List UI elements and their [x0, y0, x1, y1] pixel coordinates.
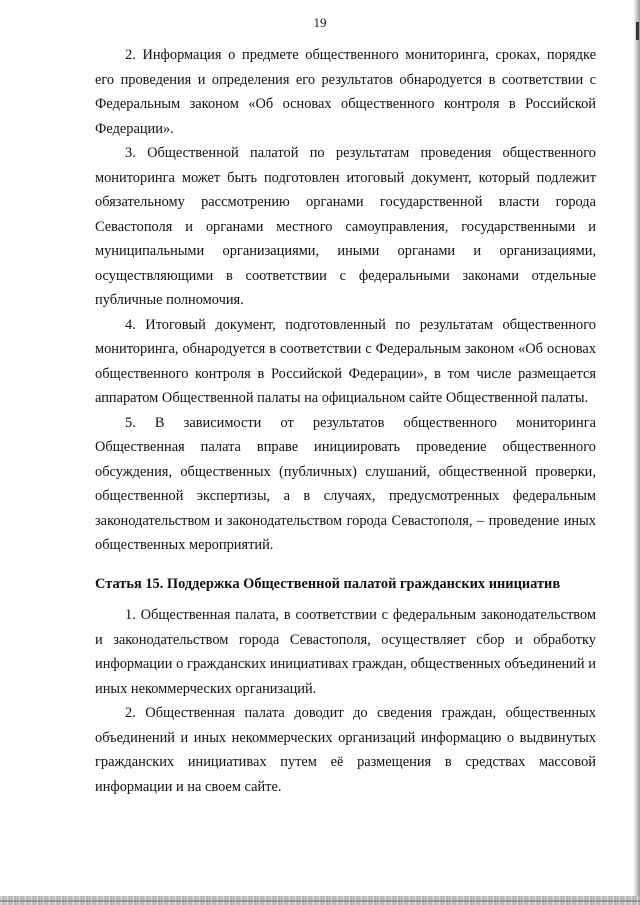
article-paragraph-2: 2. Общественная палата доводит до сведения граждан, общественных объединений и иных некоммерческих организаций информацию о выдвинутых гражданских инициативах путем её размещения в средствах массовой информации и на своем сайте. — [95, 705, 596, 795]
article-paragraph-1: 1. Общественная палата, в соответствии с федеральным законодательством и законодательством города Севастополя, осуществляет сбор и обработку информации о гражданских инициативах граждан, общественных объединений и иных некоммерческих организаций. — [95, 607, 596, 697]
paragraph-2: 2. Информация о предмете общественного мониторинга, сроках, порядке его проведения и определения его результатов обнародуется в соответствии с Федеральным законом «Об основах общественного контроля в Российской Федерации». — [95, 47, 596, 137]
article-15-body — [95, 603, 596, 799]
page-number: 19 — [313, 15, 327, 30]
scan-edge-bottom-line — [0, 900, 640, 902]
article-heading: Статья 15. Поддержка Общественной палатой гражданских инициатив — [95, 576, 561, 592]
body-text-top — [95, 43, 596, 558]
paragraph-4: 4. Итоговый документ, подготовленный по результатам общественного мониторинга, обнародуется в соответствии с Федеральным законом «Об основах общественного контроля в Российской Федерации», в том числе размещается аппаратом Общественной палаты на официальном сайте Общественной палаты. — [95, 316, 596, 406]
paragraph-5: 5. В зависимости от результатов общественного мониторинга Общественная палата вправе инициировать проведение общественного обсуждения, общественных (публичных) слушаний, общественной проверки, общественной экспертизы, а в случаях, предусмотренных федеральным законодательством и законодательством города Севастополя, – проведение иных общественных мероприятий. — [95, 414, 596, 553]
scan-edge-right — [634, 0, 640, 905]
article-15 — [95, 572, 596, 597]
paragraph-3: 3. Общественной палатой по результатам проведения общественного мониторинга может быть подготовлен итоговый документ, который подлежит обязательному рассмотрению органами государственной власти города Севастополя и органами местного самоуправления, государственными и муниципальными организациями, иными органами и организациями, осуществляющими в соответствии с федеральными законами отдельные публичные полномочия. — [95, 145, 596, 308]
scan-edge-mark — [636, 22, 639, 40]
